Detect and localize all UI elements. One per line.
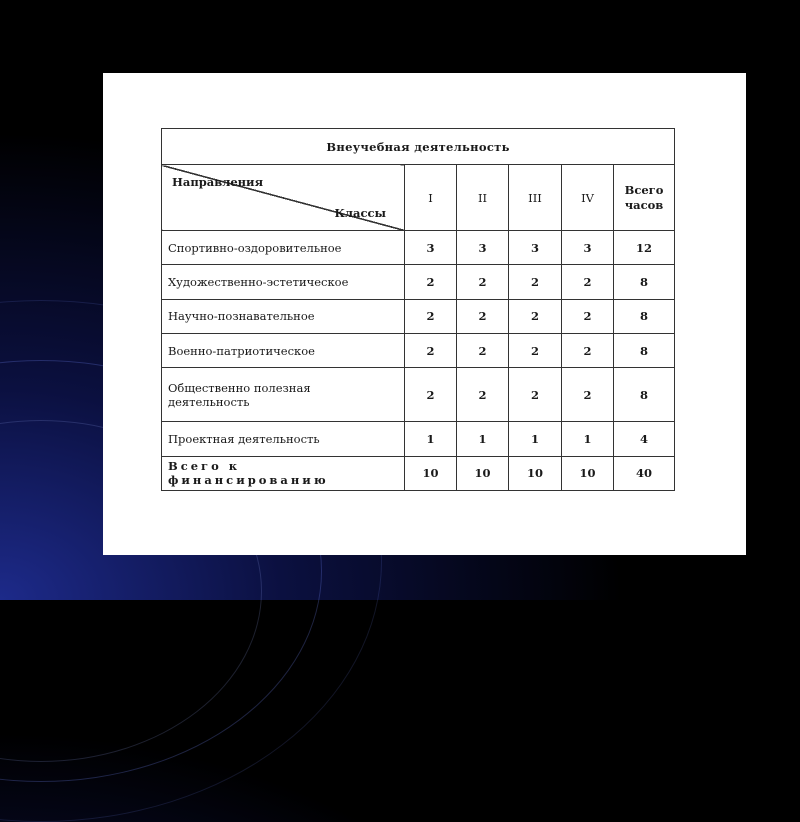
cell-total: 8	[614, 333, 675, 367]
cell-value: 1	[405, 422, 457, 456]
cell-value: 2	[405, 333, 457, 367]
cell-value: 2	[405, 368, 457, 422]
cell-total: 8	[614, 265, 675, 299]
total-hours-header-line1: Всего	[624, 182, 664, 197]
table-title: Внеучебная деятельность	[162, 129, 675, 165]
row-name-line1: Общественно полезная	[168, 380, 311, 395]
cell-value: 3	[405, 230, 457, 264]
cell-total: 4	[614, 422, 675, 456]
cell-value: 2	[562, 333, 614, 367]
table-header-row	[162, 165, 675, 231]
total-value: 10	[457, 456, 509, 490]
table-row	[162, 230, 675, 264]
activity-table	[161, 128, 675, 491]
cell-total: 8	[614, 299, 675, 333]
cell-value: 2	[405, 265, 457, 299]
cell-value: 2	[562, 368, 614, 422]
table-row	[162, 265, 675, 299]
row-name: Художественно-эстетическое	[162, 265, 405, 299]
class-header-2: II	[457, 165, 509, 231]
total-row-name: Всего к финансированию	[162, 456, 405, 490]
row-name: Спортивно-оздоровительное	[162, 230, 405, 264]
cell-value: 2	[457, 333, 509, 367]
total-hours-header	[614, 165, 675, 231]
cell-value: 2	[457, 368, 509, 422]
cell-value: 1	[457, 422, 509, 456]
table-title-row	[162, 129, 675, 165]
cell-value: 1	[509, 422, 562, 456]
cell-value: 3	[457, 230, 509, 264]
cell-value: 2	[509, 333, 562, 367]
row-name: Проектная деятельность	[162, 422, 405, 456]
directions-header: Направления	[172, 175, 264, 190]
cell-value: 2	[509, 299, 562, 333]
class-header-3: III	[509, 165, 562, 231]
cell-value: 2	[405, 299, 457, 333]
class-header-4: IV	[562, 165, 614, 231]
total-value: 10	[562, 456, 614, 490]
classes-header: Классы	[334, 205, 386, 220]
cell-value: 3	[562, 230, 614, 264]
cell-value: 2	[457, 265, 509, 299]
row-name: Военно-патриотическое	[162, 333, 405, 367]
total-hours-header-line2: часов	[624, 197, 664, 212]
cell-value: 2	[509, 368, 562, 422]
cell-value: 2	[457, 299, 509, 333]
diagonal-header-cell	[162, 165, 405, 231]
table-row	[162, 422, 675, 456]
slide-content	[103, 73, 746, 555]
cell-value: 2	[562, 299, 614, 333]
total-row	[162, 456, 675, 490]
cell-total: 8	[614, 368, 675, 422]
cell-total: 12	[614, 230, 675, 264]
cell-value: 2	[562, 265, 614, 299]
row-name	[162, 368, 405, 422]
grand-total: 40	[614, 456, 675, 490]
total-value: 10	[509, 456, 562, 490]
cell-value: 1	[562, 422, 614, 456]
class-header-1: I	[405, 165, 457, 231]
table-row	[162, 333, 675, 367]
total-value: 10	[405, 456, 457, 490]
table-row	[162, 299, 675, 333]
row-name: Научно-познавательное	[162, 299, 405, 333]
table-row	[162, 368, 675, 422]
cell-value: 2	[509, 265, 562, 299]
cell-value: 3	[509, 230, 562, 264]
row-name-line2: деятельность	[168, 394, 250, 409]
